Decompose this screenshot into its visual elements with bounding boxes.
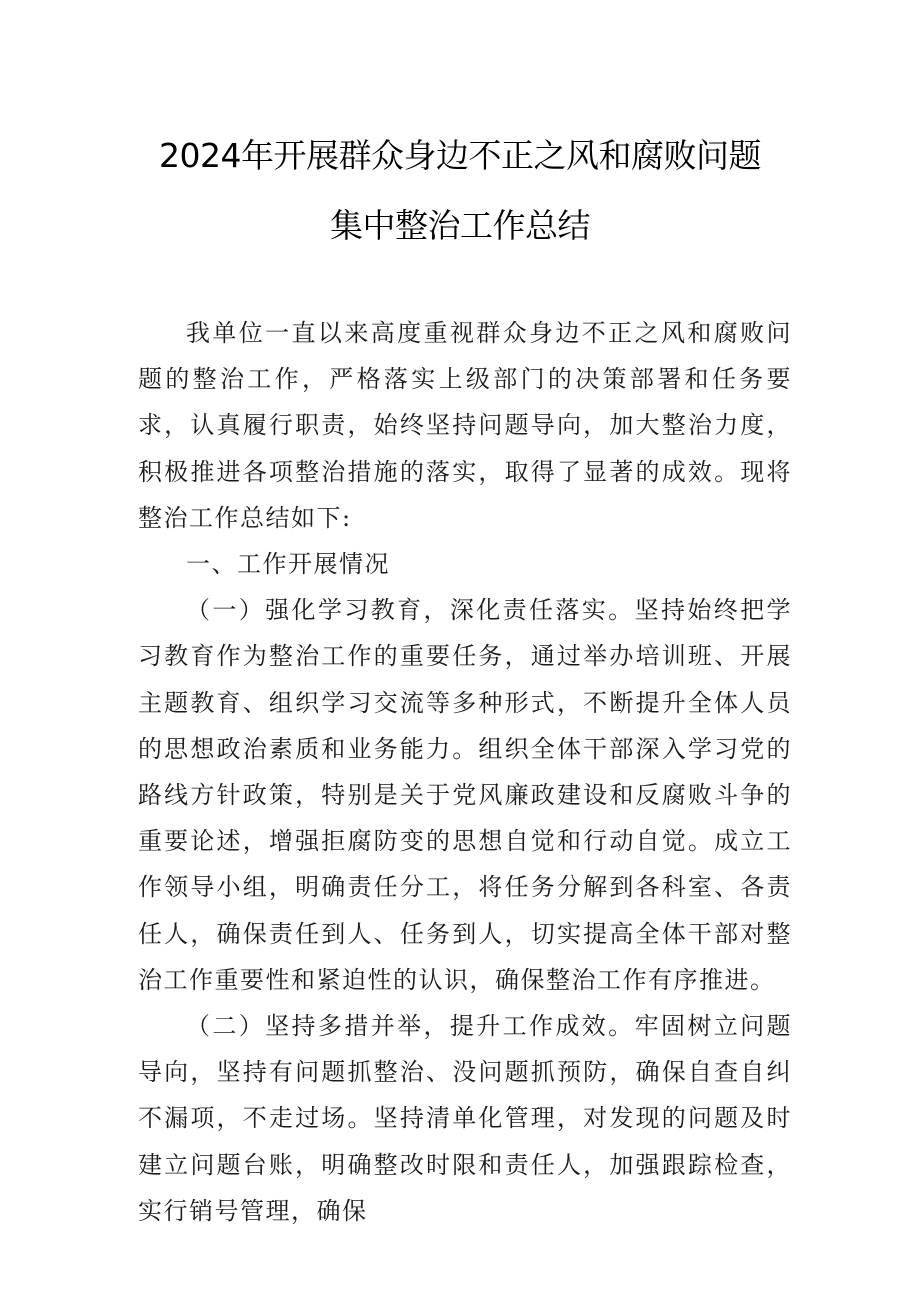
document-title-line-1: 2024年开展群众身边不正之风和腐败问题: [159, 136, 761, 175]
document-body: [138, 310, 792, 1234]
intro-paragraph: 我单位一直以来高度重视群众身边不正之风和腐败问题的整治工作，严格落实上级部门的决策部署和任务要求，认真履行职责，始终坚持问题导向，加大整治力度，积极推进各项整治措施的落实，取得了显著的成效。现将整治工作总结如下:: [138, 319, 792, 532]
paragraph-section-1-1: （一）强化学习教育，深化责任落实。坚持始终把学习教育作为整治工作的重要任务，通过举办培训班、开展主题教育、组织学习交流等多种形式，不断提升全体人员的思想政治素质和业务能力。组织全体干部深入学习党的路线方针政策，特别是关于党风廉政建设和反腐败斗争的重要论述，增强拒腐防变的思想自觉和行动自觉。成立工作领导小组，明确责任分工，将任务分解到各科室、各责任人，确保责任到人、任务到人，切实提高全体干部对整治工作重要性和紧迫性的认识，确保整治工作有序推进。: [138, 596, 792, 994]
document-title-line-2: 集中整治工作总结: [330, 206, 590, 245]
section-heading-1: 一、工作开展情况: [186, 550, 390, 579]
paragraph-section-1-2: （二）坚持多措并举，提升工作成效。牢固树立问题导向，坚持有问题抓整治、没问题抓预防，确保自查自纠不漏项，不走过场。坚持清单化管理，对发现的问题及时建立问题台账，明确整改时限和责任人，加强跟踪检查，实行销号管理，确保: [138, 1012, 792, 1225]
